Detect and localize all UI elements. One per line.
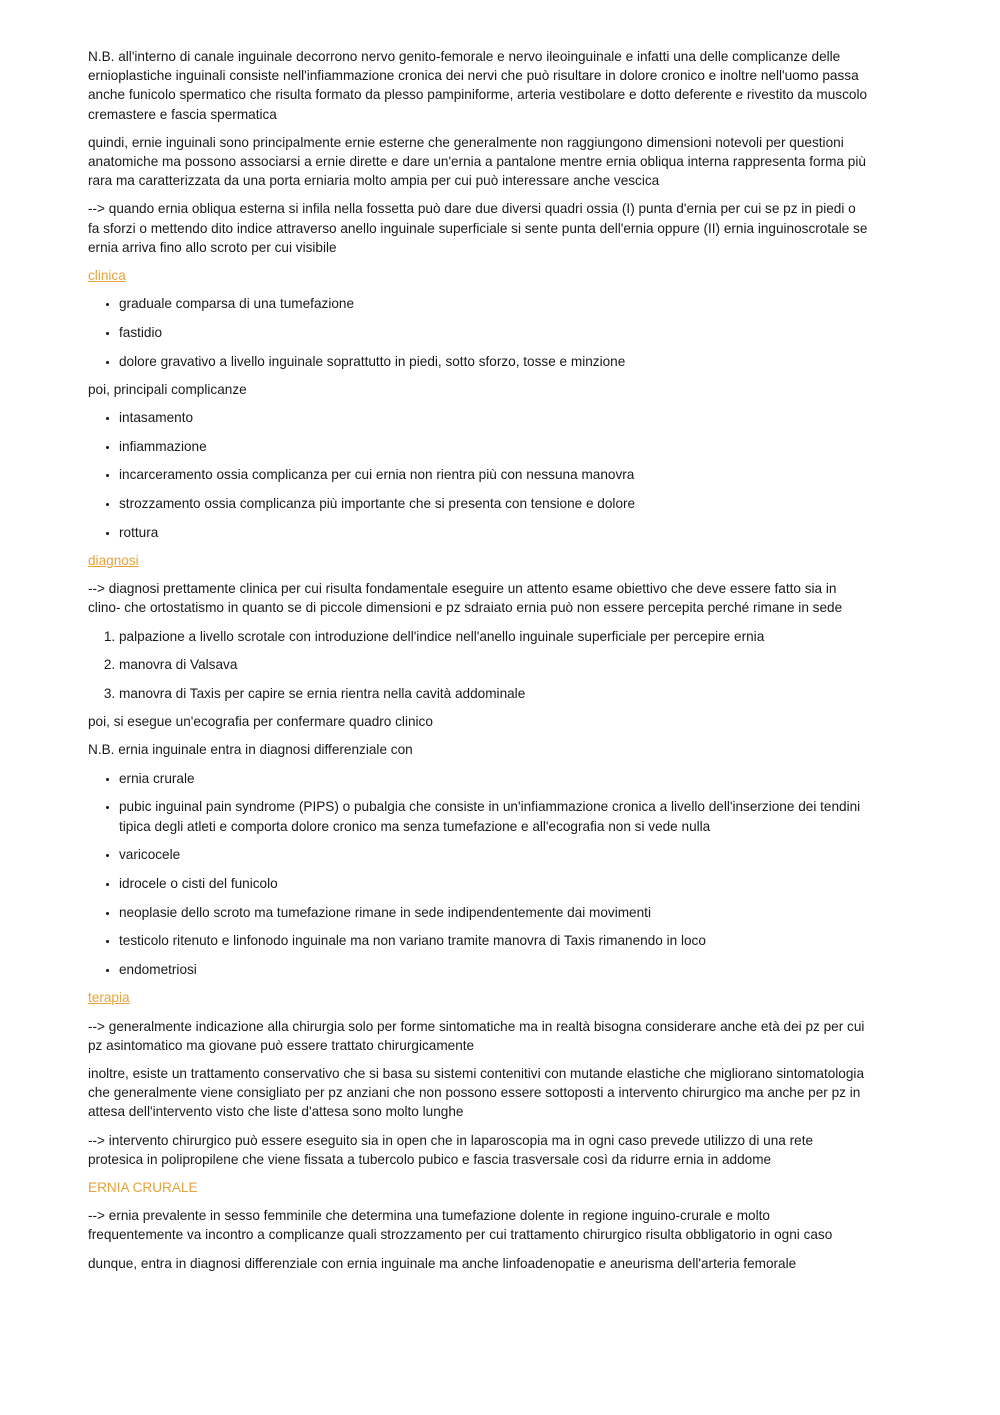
heading-terapia-link[interactable]: terapia [88,990,130,1006]
list-item: • dolore gravativo a livello inguinale soprattutto in piedi, sotto sforzo, tosse e minzione [119,352,868,371]
list-item: • ernia crurale [119,769,868,788]
heading-ernia-crurale: ERNIA CRURALE [88,1179,198,1195]
paragraph-ernia-obliqua: --> quando ernia obliqua esterna si infila nella fossetta può dare due diversi quadri ossia (I) punta d'ernia per cui se pz in piedi o fa sforzi o mettendo dito indice attraverso anello inguinale superficiale si sente punta dell'ernia oppure (II) ernia inguinoscrotale se ernia arriva fino allo scroto per cui visibile [88,201,868,255]
document-page [88,47,868,1282]
list-item: 3. manovra di Taxis per capire se ernia rientra nella cavità addominale [119,684,868,703]
paragraph-crurale-differenziale: dunque, entra in diagnosi differenziale con ernia inguinale ma anche linfoadenopatie e aneurisma dell'arteria femorale [88,1255,797,1271]
paragraph-terapia-indicazione: --> generalmente indicazione alla chirurgia solo per forme sintomatiche ma in realtà bisogna considerare anche età dei pz per cui pz asintomatico ma giovane può essere trattato chirurgicamente [88,1018,865,1053]
clinica-list [88,294,868,371]
list-item: • incarceramento ossia complicanza per cui ernia non rientra più con nessuna manovra [119,465,868,484]
diagnosi-steps-list [88,627,868,704]
list-item: • infiammazione [119,437,868,456]
list-item: • varicocele [119,845,868,864]
paragraph-terapia-conservativo: inoltre, esiste un trattamento conservativo che si basa su sistemi contenitivi con mutande elastiche che migliorano sintomatologia che generalmente viene consigliato per pz anziani che non possono essere sottoposti a intervento chirurgico ma anche per pz in attesa dell'intervento visto che liste d'attesa sono molto lunghe [88,1065,864,1120]
complicanze-list [88,408,868,542]
list-item: • graduale comparsa di una tumefazione [119,294,868,313]
list-item: • fastidio [119,323,868,342]
paragraph-ecografia: poi, si esegue un'ecografia per confermare quadro clinico [88,714,433,730]
heading-clinica-link[interactable]: clinica [88,268,126,284]
paragraph-diagnosi-intro: --> diagnosi prettamente clinica per cui risulta fondamentale eseguire un attento esame obiettivo che deve essere fatto sia in clino- che ortostatismo in quanto se di piccole dimensioni e pz sdraiato ernia può non essere percepita perché rimane in sede [88,581,843,616]
list-item: • intasamento [119,408,868,427]
list-item: • neoplasie dello scroto ma tumefazione rimane in sede indipendentemente dai movimenti [119,903,868,922]
list-item: 2. manovra di Valsava [119,655,868,674]
list-item: • strozzamento ossia complicanza più importante che si presenta con tensione e dolore [119,494,868,513]
paragraph-canale-inguinale: N.B. all'interno di canale inguinale decorrono nervo genito-femorale e nervo ileoinguinale e infatti una delle complicanze delle ernioplastiche inguinali consiste nell'infiammazione cronica dei nervi che può risultare in dolore cronico e inoltre nell'uomo passa anche funicolo spermatico che risulta formato da plesso pampiniforme, arteria vestibolare e dotto deferente e rivestito da muscolo cremastere e fascia spermatica [88,49,868,122]
diagnosi-differenziale-list [88,769,868,980]
list-item: • rottura [119,523,868,542]
list-item: 1. palpazione a livello scrotale con introduzione dell'indice nell'anello inguinale superficiale per percepire ernia [119,627,868,646]
paragraph-diagnosi-differenziale-intro: N.B. ernia inguinale entra in diagnosi differenziale con [88,742,413,758]
paragraph-crurale-descrizione: --> ernia prevalente in sesso femminile che determina una tumefazione dolente in regione inguino-crurale e molto frequentemente va incontro a complicanze quali strozzamento per cui trattamento chirurgico risulta obbligatorio in ogni caso [88,1208,833,1243]
heading-diagnosi-link[interactable]: diagnosi [88,553,139,569]
list-item: • endometriosi [119,960,868,979]
paragraph-ernie-inguinali: quindi, ernie inguinali sono principalmente ernie esterne che generalmente non raggiungono dimensioni notevoli per questioni anatomiche ma possono associarsi a ernie dirette e dare un'ernia a pantalone mentre ernia obliqua interna rappresenta forma più rara ma caratterizzata da una porta erniaria molto ampia per cui può interessare anche vescica [88,134,866,189]
list-item: • testicolo ritenuto e linfonodo inguinale ma non variano tramite manovra di Taxis rimanendo in loco [119,931,868,950]
list-item: • pubic inguinal pain syndrome (PIPS) o pubalgia che consiste in un'infiammazione cronica a livello dell'inserzione dei tendini tipica degli atleti e comporta dolore cronico ma senza tumefazione e all'ecografia non si vede nulla [119,797,868,835]
paragraph-terapia-chirurgico: --> intervento chirurgico può essere eseguito sia in open che in laparoscopia ma in ogni caso prevede utilizzo di una rete protesica in polipropilene che viene fissata a tubercolo pubico e fascia trasversale così da ridurre ernia in addome [88,1132,814,1167]
paragraph-complicanze-intro: poi, principali complicanze [88,381,247,397]
list-item: • idrocele o cisti del funicolo [119,874,868,893]
